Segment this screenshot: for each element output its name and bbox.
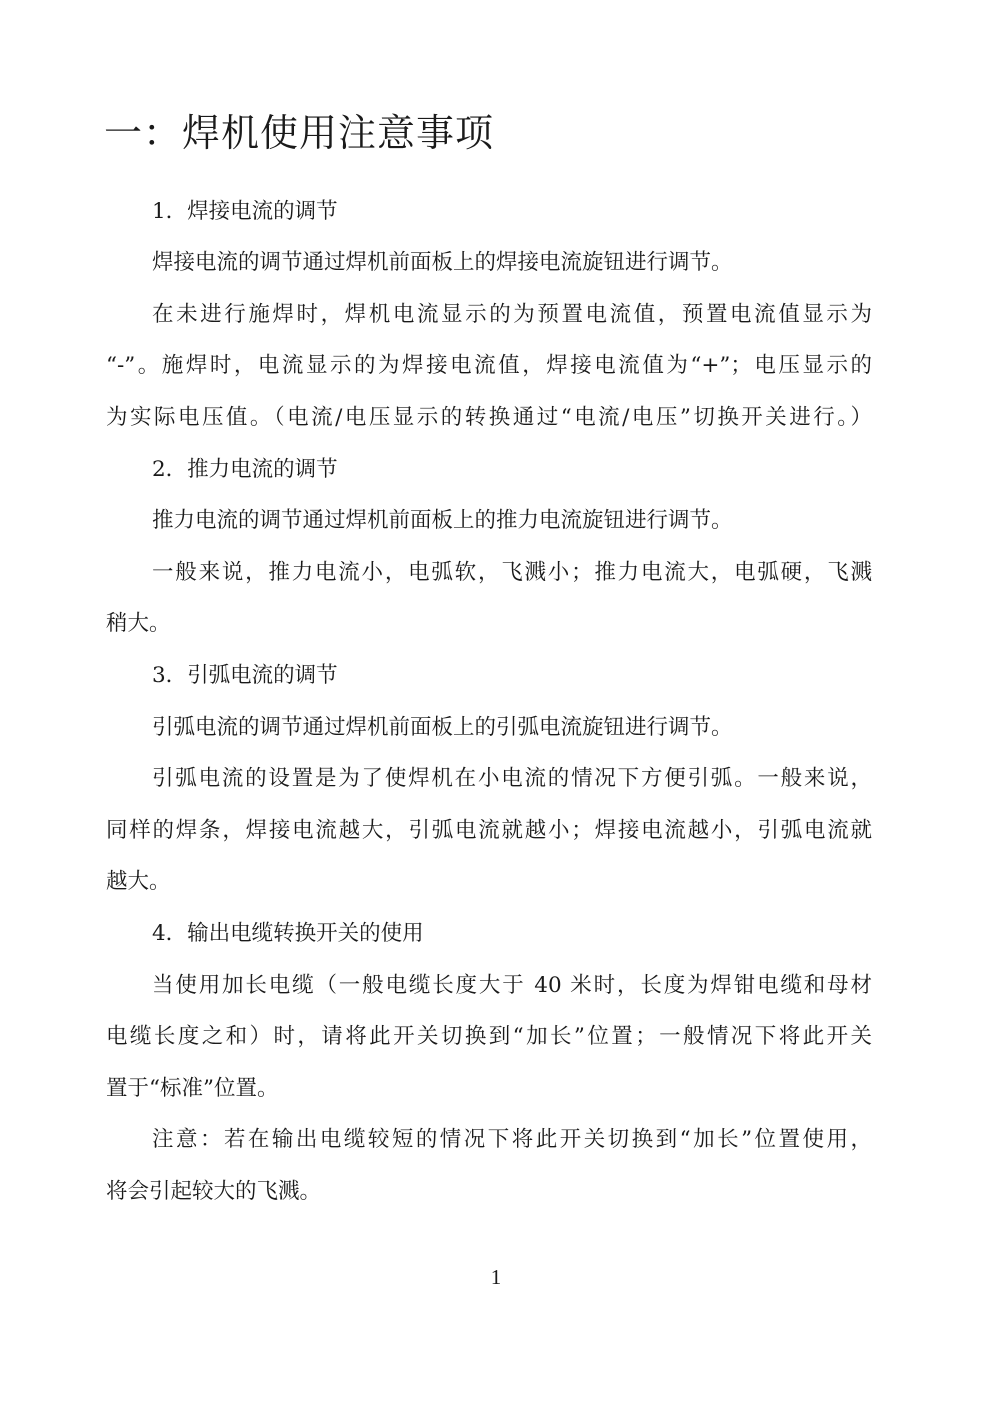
section-heading-arc-starting-current: 3．引弧电流的调节 — [152, 663, 338, 688]
paragraph-line: 一般来说，推力电流小，电弧软，飞溅小；推力电流大，电弧硬，飞溅 — [152, 560, 872, 585]
paragraph-line: 为实际电压值。（电流/电压显示的转换通过“电流/电压”切换开关进行。） — [106, 405, 872, 430]
paragraph-line: 推力电流的调节通过焊机前面板上的推力电流旋钮进行调节。 — [152, 508, 733, 533]
note-line: 注意：若在输出电缆较短的情况下将此开关切换到“加长”位置使用， — [152, 1127, 872, 1152]
paragraph-line: 越大。 — [106, 869, 171, 894]
paragraph-line: 同样的焊条，焊接电流越大，引弧电流就越小；焊接电流越小，引弧电流就 — [106, 818, 872, 843]
paragraph-line: 稍大。 — [106, 611, 171, 636]
paragraph-line: 引弧电流的设置是为了使焊机在小电流的情况下方便引弧。一般来说， — [152, 766, 872, 791]
paragraph-line: 电缆长度之和）时，请将此开关切换到“加长”位置；一般情况下将此开关 — [106, 1024, 872, 1049]
note-line: 将会引起较大的飞溅。 — [106, 1179, 322, 1204]
paragraph-line: 当使用加长电缆（一般电缆长度大于 40 米时，长度为焊钳电缆和母材 — [152, 973, 872, 998]
section-heading-welding-current: 1．焊接电流的调节 — [152, 199, 338, 224]
section-heading-output-cable-switch: 4．输出电缆转换开关的使用 — [152, 921, 424, 946]
paragraph-line: 在未进行施焊时，焊机电流显示的为预置电流值，预置电流值显示为 — [152, 302, 872, 327]
page-number: 1 — [490, 1265, 502, 1289]
paragraph-line: 引弧电流的调节通过焊机前面板上的引弧电流旋钮进行调节。 — [152, 715, 733, 740]
paragraph-line: 焊接电流的调节通过焊机前面板上的焊接电流旋钮进行调节。 — [152, 250, 733, 275]
paragraph-line: “-”。施焊时，电流显示的为焊接电流值，焊接电流值为“+”；电压显示的 — [106, 353, 872, 378]
paragraph-line: 置于“标准”位置。 — [106, 1076, 279, 1101]
page-title: 一：焊机使用注意事项 — [104, 111, 495, 155]
section-heading-thrust-current: 2．推力电流的调节 — [152, 457, 338, 482]
